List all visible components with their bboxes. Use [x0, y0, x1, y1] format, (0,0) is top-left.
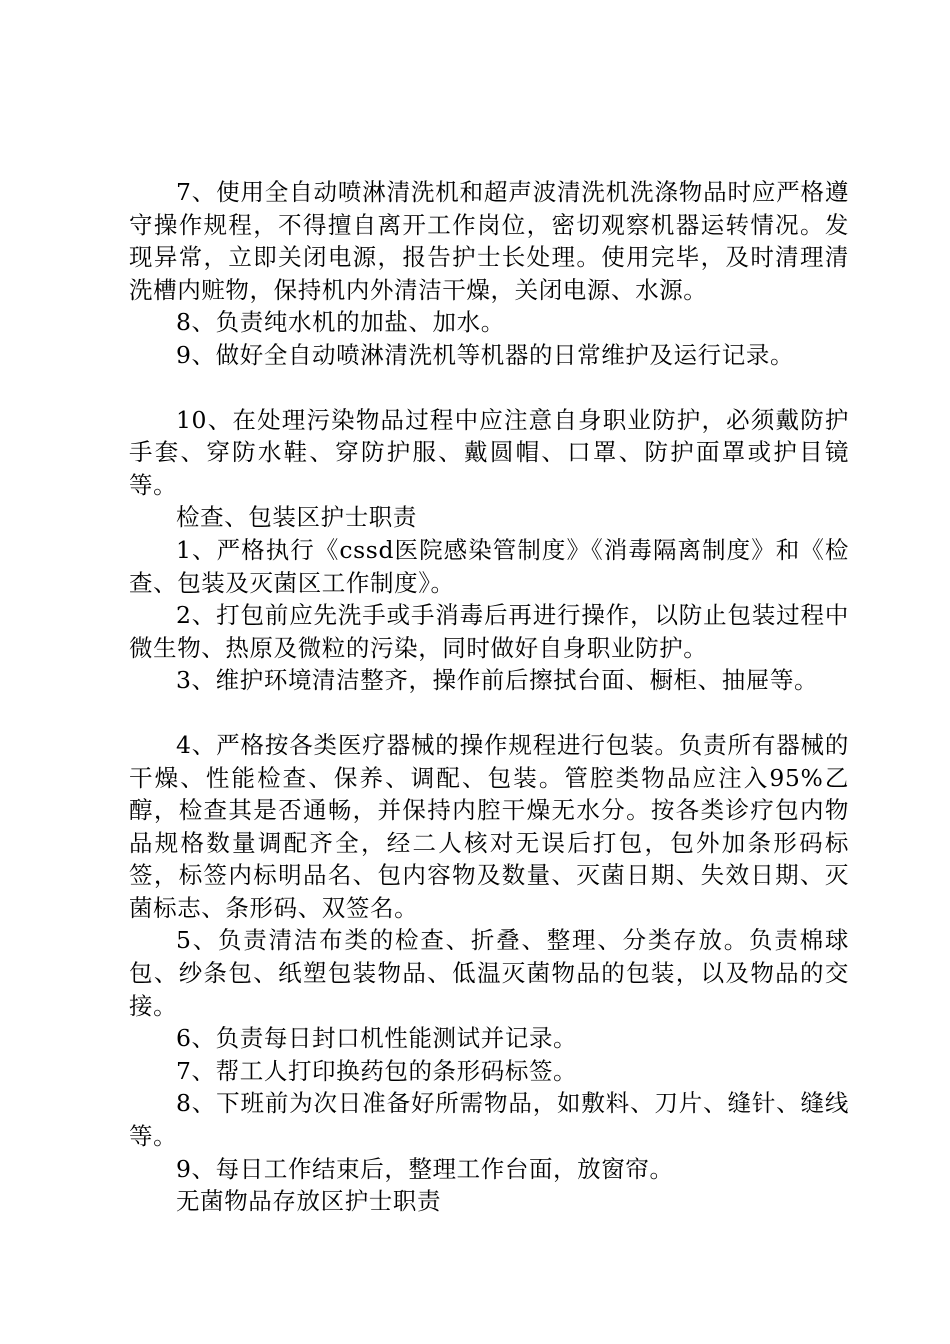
paragraph-occupational-protection: 10、在处理污染物品过程中应注意自身职业防护，必须戴防护手套、穿防水鞋、穿防护服、戴圆帽、口罩、防护面罩或护目镜等。 — [129, 405, 849, 499]
paragraph-machine-maintenance: 9、做好全自动喷淋清洗机等机器的日常维护及运行记录。 — [176, 340, 795, 369]
section-heading-inspection-packaging: 检查、包装区护士职责 — [176, 503, 417, 532]
paragraph-hand-hygiene: 2、打包前应先洗手或手消毒后再进行操作，以防止包装过程中微生物、热原及微粒的污染，同时做好自身职业防护。 — [129, 601, 849, 662]
paragraph-washer-operation: 7、使用全自动喷淋清洗机和超声波清洗机洗涤物品时应严格遵守操作规程，不得擅自离开工作岗位，密切观察机器运转情况。发现异常，立即关闭电源，报告护士长处理。使用完毕，及时清理清洗槽内赃物，保持机内外清洁干燥，关闭电源、水源。 — [129, 178, 849, 304]
paragraph-linen-handling: 5、负责清洁布类的检查、折叠、整理、分类存放。负责棉球包、纱条包、纸塑包装物品、低温灭菌物品的包装，以及物品的交接。 — [129, 926, 849, 1020]
paragraph-pure-water-machine: 8、负责纯水机的加盐、加水。 — [176, 308, 505, 337]
paragraph-end-of-day: 9、每日工作结束后，整理工作台面，放窗帘。 — [176, 1154, 674, 1183]
paragraph-barcode-labels: 7、帮工人打印换药包的条形码标签。 — [176, 1056, 578, 1085]
paragraph-sealer-testing: 6、负责每日封口机性能测试并记录。 — [176, 1024, 578, 1053]
section-heading-sterile-storage: 无菌物品存放区护士职责 — [176, 1187, 442, 1216]
paragraph-next-day-preparation: 8、下班前为次日准备好所需物品，如敷料、刀片、缝针、缝线等。 — [129, 1089, 849, 1151]
document-body — [129, 176, 849, 1218]
paragraph-instrument-packaging: 4、严格按各类医疗器械的操作规程进行包装。负责所有器械的干燥、性能检查、保养、调配、包装。管腔类物品应注入95%乙醇，检查其是否通畅，并保持内腔干燥无水分。按各类诊疗包内物品规格数量调配齐全，经二人核对无误后打包，包外加条形码标签，标签内标明品名、包内容物及数量、灭菌日期、失效日期、灭菌标志、条形码、双签名。 — [129, 730, 849, 922]
paragraph-environment-cleaning: 3、维护环境清洁整齐，操作前后擦拭台面、橱柜、抽屉等。 — [176, 666, 819, 695]
paragraph-follow-regulations: 1、严格执行《cssd医院感染管制度》《消毒隔离制度》和《检查、包装及灭菌区工作制度》。 — [129, 535, 849, 597]
